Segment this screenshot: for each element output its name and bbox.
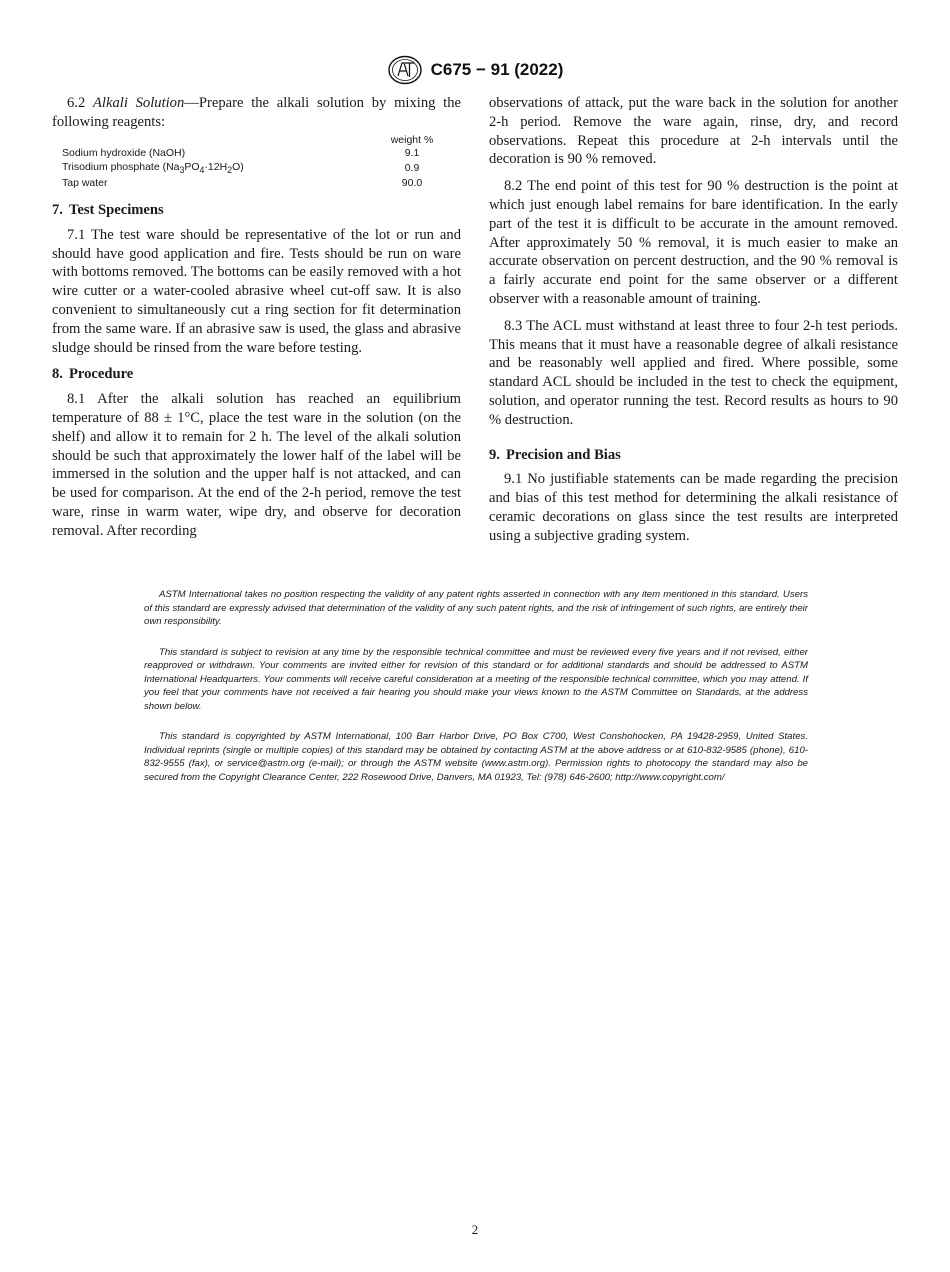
page-header	[0, 55, 950, 85]
reagent-name: Tap water	[62, 177, 108, 190]
reagent-value: 9.1	[404, 147, 420, 160]
section-8-3: 8.3 The ACL must withstand at least three to four 2-h test periods. This means that it must have a reasonable degree of alkali resistance and be reasonably well applied and fired. Where possible, some standard ACL should be included in the test to check the equipment, solution, and operator running the test. Record results as hours to 90 % destruction.	[489, 317, 898, 428]
legal-notices	[144, 588, 808, 801]
left-column	[52, 94, 461, 549]
section-6-2-title: Alkali Solution	[93, 95, 185, 111]
reagent-name: Trisodium phosphate $(Na_3PO_4\cdot 12H_2O)$	[62, 160, 244, 175]
astm-logo-icon	[387, 55, 423, 85]
reagent-name: Sodium hydroxide (NaOH)	[62, 147, 186, 160]
section-6-2: 6.2 Alkali Solution—Prepare the alkali solution by mixing the following reagents:	[52, 95, 462, 130]
reagent-value: 90.0	[401, 177, 423, 190]
section-7-1: 7.1 The test ware should be representative of the lot or run and should have good application and fire. Tests should be run on ware with bottoms removed. The bottoms can be easily removed with a hot wire cutter or a water-cooled abrasive wheel cut-off saw. It is also convenient to simultaneously cut a ring section for fit determination from the same ware. If an abrasive saw is used, the glass and abrasive sludge should be rinsed from the ware before testing.	[52, 226, 461, 356]
reagent-value: 0.9	[404, 162, 420, 175]
copyright-notice: This standard is copyrighted by ASTM International, 100 Barr Harbor Drive, PO Box C700, West Conshohocken, PA 19428-2959, United States. Individual reprints (single or multiple copies) of this standard may be obtained by contacting ASTM at the above address or at 610-832-9585 (phone), 610-832-9555 (fax), or service@astm.org (e-mail); or through the ASTM website (www.astm.org). Permission rights to photocopy the standard may also be secured from the Copyright Clearance Center, 222 Rosewood Drive, Danvers, MA 01923, Tel: (978) 646-2600; http://www.copyright.com/	[144, 731, 808, 783]
section-8-2: 8.2 The end point of this test for 90 % destruction is the point at which just enough label remains for bare identification. In the early part of the test it is difficult to be accurate in the amount removed. After approximately 50 % removal, it is much easier to make an accurate observation on percent destruction, and the 90 % removal is a fairly accurate end point for the same observer or a different observer with a reasonable amount of training.	[489, 178, 898, 307]
reagents-table	[62, 134, 452, 191]
section-8-heading: 8. Procedure	[52, 366, 134, 383]
section-8-1-continued: observations of attack, put the ware back in the solution for another 2-h period. Remove the ware again, rinse, dry, and record observations. Repeat this procedure at 2-h intervals until the decoration is 90 % removed.	[489, 95, 898, 168]
section-9-1: 9.1 No justifiable statements can be made regarding the precision and bias of this test method for determining the alkali resistance of ceramic decorations on glass since the test results are interpreted using a subjective grading system.	[489, 471, 898, 544]
revision-notice: This standard is subject to revision at any time by the responsible technical committee and must be reviewed every five years and if not revised, either reapproved or withdrawn. Your comments are invited either for revision of this standard or for additional standards and should be addressed to ASTM International Headquarters. Your comments will receive careful consideration at a meeting of the responsible technical committee, which you may attend. If you feel that your comments have not received a fair hearing you should make your views known to the ASTM Committee on Standards, at the address shown below.	[144, 646, 808, 712]
patent-notice: ASTM International takes no position respecting the validity of any patent rights asserted in connection with any item mentioned in this standard. Users of this standard are expressly advised that determination of the validity of any such patent rights, and the risk of infringement of such rights, are entirely their own responsibility.	[144, 589, 808, 627]
right-column	[489, 94, 898, 554]
page-number: 2	[471, 1222, 479, 1237]
reagents-column-header: weight %	[390, 133, 434, 146]
table-row	[62, 161, 452, 178]
section-7-heading: 7. Test Specimens	[52, 202, 164, 219]
standard-designation: C675 − 91 (2022)	[430, 60, 564, 79]
section-9-heading: 9. Precision and Bias	[489, 446, 621, 463]
section-8-1: 8.1 After the alkali solution has reached an equilibrium temperature of 88 ± 1°C, place the test ware in the solution (on the shelf) and allow it to remain for 2 h. The level of the alkali solution should be such that approximately the lower half of the label will be immersed in the solution and the upper half is not attacked, and can be used for comparison. At the end of the 2-h period, remove the test ware, rinse in warm water, wipe dry, and observe for decoration removal. After recording	[52, 391, 461, 539]
table-row	[62, 177, 452, 191]
table-row	[62, 147, 452, 161]
